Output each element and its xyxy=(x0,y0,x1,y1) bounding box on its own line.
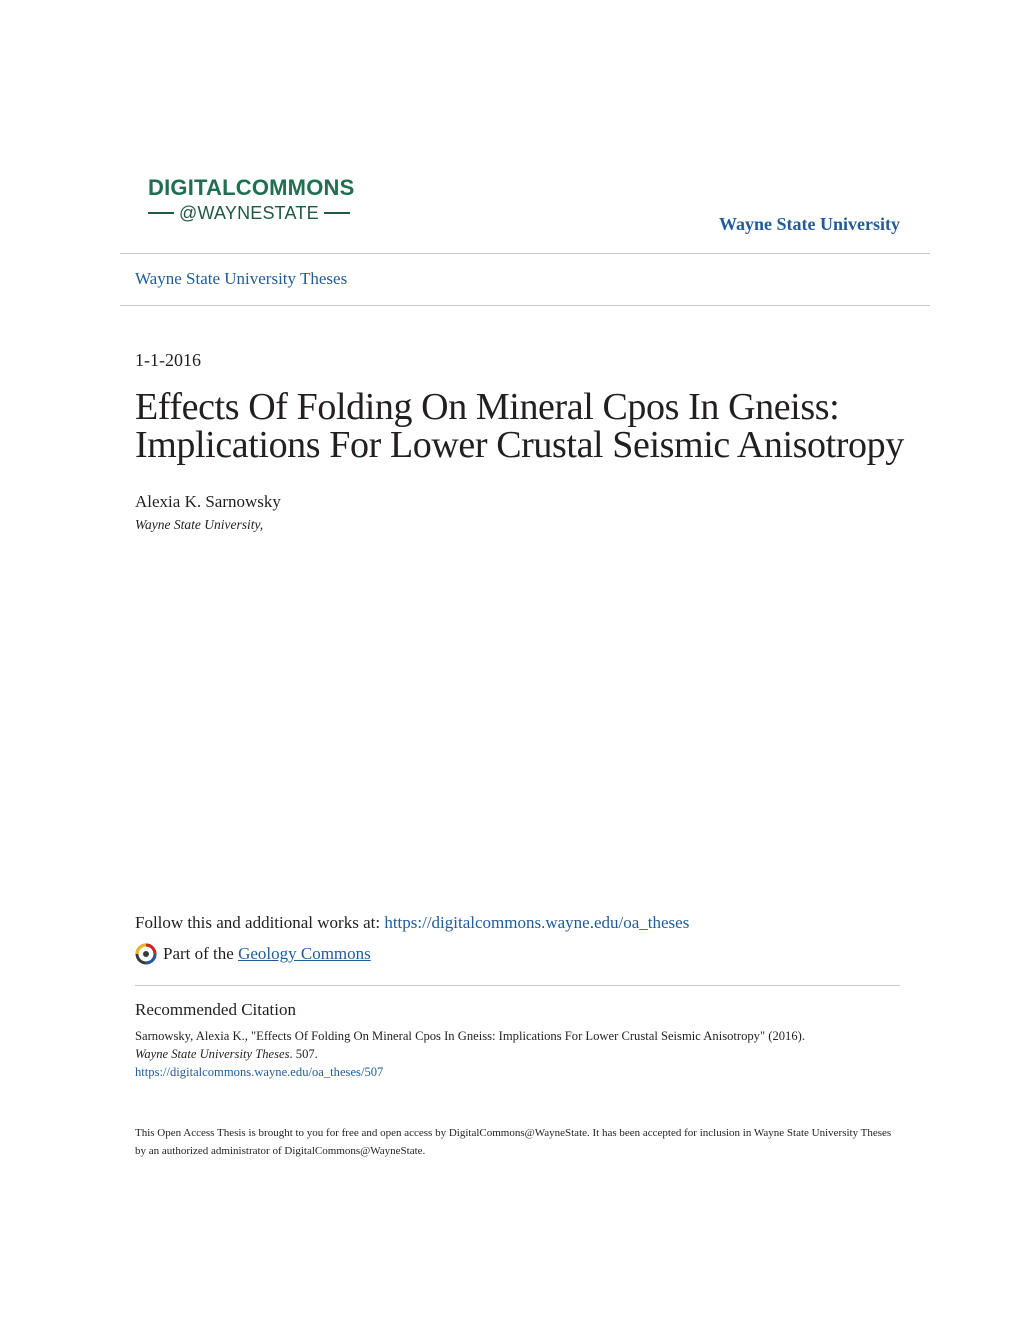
header-divider xyxy=(120,253,930,254)
citation-series-line xyxy=(135,1045,895,1063)
logo-dash-left xyxy=(148,212,174,214)
waynestate-logo-subtitle xyxy=(148,203,370,223)
citation-url-link[interactable]: https://digitalcommons.wayne.edu/oa_theses/507 xyxy=(135,1065,384,1079)
part-of-label: Part of the xyxy=(163,944,234,963)
logo-subtitle-text: @WAYNESTATE xyxy=(179,202,319,223)
geology-commons-link[interactable]: Geology Commons xyxy=(238,944,371,963)
institution-link[interactable]: Wayne State University xyxy=(719,214,900,234)
citation-text: Sarnowsky, Alexia K., "Effects Of Folding On Mineral Cpos In Gneiss: Implications For Lower Crustal Seismic Anisotropy" (2016). xyxy=(135,1029,805,1043)
author-affiliation: Wayne State University, xyxy=(135,517,264,532)
collection-link[interactable]: Wayne State University Theses xyxy=(135,269,348,288)
network-icon xyxy=(135,943,157,965)
open-access-note: This Open Access Thesis is brought to you for free and open access by DigitalCommons@WayneState. It has been accepted for inclusion in Wayne State University Theses by an authorized administrator of DigitalCommons@WayneState. xyxy=(135,1127,892,1157)
follow-label: Follow this and additional works at: xyxy=(135,913,385,932)
citation-heading: Recommended Citation xyxy=(135,1000,296,1019)
collection-divider xyxy=(120,305,930,306)
author-name: Alexia K. Sarnowsky xyxy=(135,492,281,511)
citation-block xyxy=(135,1027,895,1081)
thesis-title: Effects Of Folding On Mineral Cpos In Gneiss: Implications For Lower Crustal Seismic Anisotropy xyxy=(135,386,904,466)
publication-date: 1-1-2016 xyxy=(135,350,201,370)
part-of-line xyxy=(135,943,371,965)
citation-number: . 507. xyxy=(289,1047,318,1061)
digitalcommons-logo[interactable]: DIGITALCOMMONS xyxy=(148,175,355,200)
follow-line xyxy=(135,913,689,933)
citation-divider xyxy=(135,985,900,986)
logo-dash-right xyxy=(324,212,350,214)
follow-url-link[interactable]: https://digitalcommons.wayne.edu/oa_theses xyxy=(384,913,690,932)
citation-series: Wayne State University Theses xyxy=(135,1047,290,1061)
